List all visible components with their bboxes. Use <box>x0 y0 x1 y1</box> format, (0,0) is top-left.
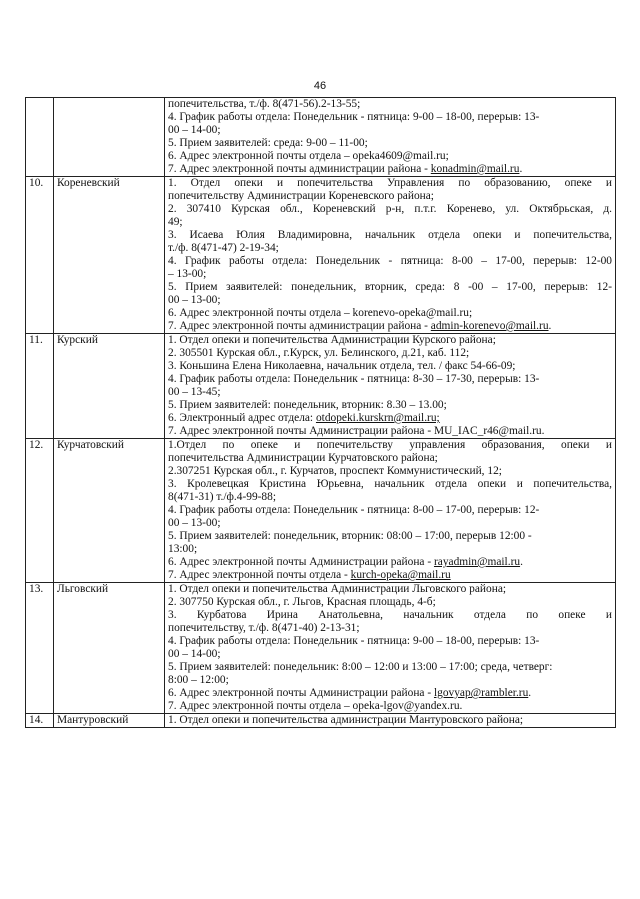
line-suffix: . <box>548 320 552 332</box>
info-line: 7. Адрес электронной почты отдела – opeka-lgov@yandex.ru. <box>168 700 463 712</box>
table-body <box>26 98 616 728</box>
row-number: 12. <box>26 439 54 583</box>
email-link[interactable]: kurch-opeka@mail.ru <box>350 569 451 581</box>
info-line <box>168 320 612 333</box>
info-line: 00 – 14-00; <box>168 648 221 660</box>
page-number: 46 <box>313 80 327 92</box>
info-line: 8(471-31) т./ф.4-99-88; <box>168 491 276 503</box>
info-line <box>168 412 612 425</box>
info-line: 2. 307410 Курская обл., Кореневский р-н, п.т.г. Коренево, ул. Октябрьская, д. <box>168 203 612 215</box>
info-line: 00 – 13-45; <box>168 386 221 398</box>
table-row <box>26 177 616 334</box>
info-line: 5. Прием заявителей: понедельник, вторник: 8.30 – 13.00; <box>168 399 447 411</box>
district-name: Курчатовский <box>54 439 165 583</box>
line-text: 6. Адрес электронной почты Администрации района - <box>168 556 434 568</box>
district-info <box>165 334 616 439</box>
district-name: Льговский <box>54 583 165 714</box>
info-line: 5. Прием заявителей: понедельник, вторник: 08:00 – 17:00, перерыв 12:00 - <box>168 530 532 542</box>
info-line: попечительству, т./ф. 8(471-40) 2-13-31; <box>168 622 360 634</box>
info-line: попечительства, т./ф. 8(471-56).2-13-55; <box>168 98 361 110</box>
line-text: 6. Адрес электронной почты Администрации района - <box>168 687 434 699</box>
line-suffix: . <box>528 687 532 699</box>
row-number: 13. <box>26 583 54 714</box>
info-line: 4. График работы отдела: Понедельник - пятница: 8-00 – 17-00, перерыв: 12- <box>168 504 540 516</box>
district-name: Мантуровский <box>54 714 165 728</box>
info-line: 13:00; <box>168 543 198 555</box>
info-line: 1. Отдел опеки и попечительства Администрации Льговского района; <box>168 583 507 595</box>
table-row <box>26 439 616 583</box>
info-line: – 13-00; <box>168 268 207 280</box>
info-line: 6. Адрес электронной почты отдела – opeka4609@mail.ru; <box>168 150 449 162</box>
info-line: 3. Исаева Юлия Владимировна, начальник отдела опеки и попечительства, <box>168 229 612 241</box>
info-line: т./ф. 8(471-47) 2-19-34; <box>168 242 279 254</box>
table-row <box>26 714 616 728</box>
email-link[interactable]: otdopeki.kurskrn@mail.ru; <box>315 412 440 424</box>
info-line: 4. График работы отдела: Понедельник - пятница: 9-00 – 18-00, перерыв: 13- <box>168 111 540 123</box>
info-line: 1.Отдел по опеке и попечительству управления образования, опеки и <box>168 439 612 451</box>
district-name: Курский <box>54 334 165 439</box>
info-line: 3. Кролевецкая Кристина Юрьевна, начальник отдела опеки и попечительства, <box>168 478 612 490</box>
info-line: 00 – 14-00; <box>168 124 221 136</box>
info-line <box>168 687 612 700</box>
info-line: попечительству Администрации Кореневского района; <box>168 190 434 202</box>
info-line: 3. Коньшина Елена Николаевна, начальник отдела, тел. / факс 54-66-09; <box>168 360 516 372</box>
district-info <box>165 583 616 714</box>
info-line: 2. 307750 Курская обл., г. Льгов, Красная площадь, 4-б; <box>168 596 436 608</box>
district-info <box>165 177 616 334</box>
info-line: попечительства Администрации Курчатовского района; <box>168 452 438 464</box>
info-line <box>168 556 612 569</box>
info-line: 5. Прием заявителей: понедельник, вторник, среда: 8 -00 – 17-00, перерыв: 12- <box>168 281 612 293</box>
line-text: 7. Адрес электронной почты администрации района - <box>168 163 431 175</box>
email-link[interactable]: rayadmin@mail.ru <box>433 556 521 568</box>
info-line: 1. Отдел опеки и попечительства администрации Мантуровского района; <box>168 714 524 726</box>
line-text: 7. Адрес электронной почты отдела - <box>168 569 351 581</box>
info-line: 00 – 13-00; <box>168 517 221 529</box>
email-link[interactable]: admin-korenevo@mail.ru <box>430 320 549 332</box>
info-line <box>168 163 612 176</box>
line-text: 6. Электронный адрес отдела: <box>168 412 316 424</box>
district-info <box>165 98 616 177</box>
info-line: 1. Отдел опеки и попечительства Администрации Курского района; <box>168 334 496 346</box>
line-suffix: . <box>519 163 523 175</box>
row-number: 14. <box>26 714 54 728</box>
info-line: 2.307251 Курская обл., г. Курчатов, проспект Коммунистический, 12; <box>168 465 502 477</box>
email-link[interactable]: lgovyap@rambler.ru <box>433 687 529 699</box>
row-number: 10. <box>26 177 54 334</box>
info-line: 3. Курбатова Ирина Анатольевна, начальник отдела по опеке и <box>168 609 612 621</box>
info-line: 4. График работы отдела: Понедельник - пятница: 8-00 – 17-00, перерыв: 12-00 <box>168 255 612 267</box>
info-line: 8:00 – 12:00; <box>168 674 229 686</box>
table-row <box>26 583 616 714</box>
info-line: 7. Адрес электронной почты Администрации района - MU_IAC_r46@mail.ru. <box>168 425 545 437</box>
district-info <box>165 439 616 583</box>
info-line: 49; <box>168 216 183 228</box>
info-line: 4. График работы отдела: Понедельник - пятница: 8-30 – 17-30, перерыв: 13- <box>168 373 540 385</box>
districts-table <box>25 97 616 728</box>
line-suffix: . <box>520 556 523 568</box>
info-line: 1. Отдел опеки и попечительства Управления по образованию, опеке и <box>168 177 612 189</box>
district-info <box>165 714 616 728</box>
district-name: Кореневский <box>54 177 165 334</box>
info-line: 4. График работы отдела: Понедельник - пятница: 9-00 – 18-00, перерыв: 13- <box>168 635 540 647</box>
info-line: 5. Прием заявителей: понедельник: 8:00 – 12:00 и 13:00 – 17:00; среда, четверг: <box>168 661 553 673</box>
info-line: 00 – 13-00; <box>168 294 221 306</box>
info-line: 5. Прием заявителей: среда: 9-00 – 11-00; <box>168 137 368 149</box>
row-number <box>26 98 54 177</box>
info-line: 6. Адрес электронной почты отдела – korenevo-opeka@mail.ru; <box>168 307 473 319</box>
info-line: 2. 305501 Курская обл., г.Курск, ул. Белинского, д.21, каб. 112; <box>168 347 470 359</box>
info-line <box>168 569 612 582</box>
table-row <box>26 98 616 177</box>
row-number: 11. <box>26 334 54 439</box>
table-row <box>26 334 616 439</box>
email-link[interactable]: konadmin@mail.ru <box>430 163 520 175</box>
district-name <box>54 98 165 177</box>
line-text: 7. Адрес электронной почты администрации района - <box>168 320 431 332</box>
